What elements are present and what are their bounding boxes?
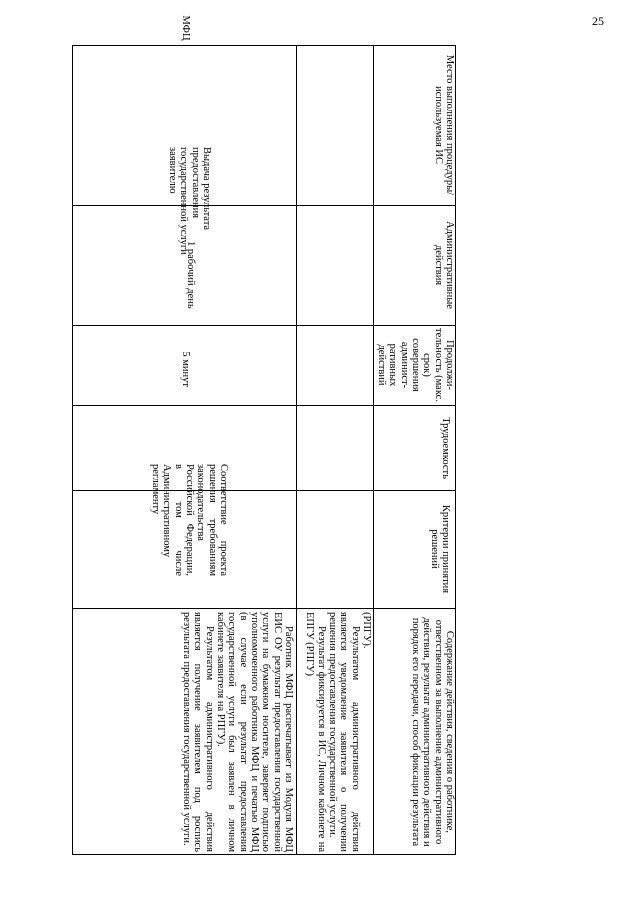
header-labor: Трудоемкость	[439, 416, 451, 479]
header-actions-cell	[373, 205, 456, 325]
header-criteria: Критерии принятия решений	[428, 504, 451, 594]
row2-content-cell	[72, 608, 296, 855]
row1-content-p1: (РПГУ).	[360, 611, 372, 649]
row2-criteria-cell	[72, 464, 296, 608]
header-duration: Продолжи-тельность (макс. срок) совершения админист-ративных действий	[375, 328, 455, 402]
header-criteria-cell	[373, 490, 456, 608]
row2-content-p2: Результатом административного действия является получение заявителем под роспись результата предоставления государственной услуги.	[181, 611, 215, 852]
row2-duration: 1 рабочий день	[185, 241, 196, 309]
header-actions: Административные действия	[432, 221, 455, 309]
row1-content-cell	[296, 608, 373, 855]
row2-criteria: Соответствие проекта решения требованиям законодательства Российской Федерации, в том числе Административному регламенту	[150, 464, 229, 576]
page-number: 25	[592, 14, 604, 28]
row1-content-p3: Результат фиксируется в ИС, Личном кабинете на ЕПГУ (РПГУ)	[303, 611, 327, 852]
header-content-cell	[373, 608, 456, 855]
header-place: Место выполнения процедуры/используемая ИС	[432, 54, 455, 196]
row2-place: МФЦ	[180, 15, 191, 41]
row2-content-p1: Работник МФЦ распечатывает из Модуля МФЦ ЕИС ОУ результат предоставления государственной услуги на бумажном носителе, заверяет подписью уполномоченного работника МФЦ и печатью МФЦ (в случае если результат предоставления государственной услуги был заявлен в личном кабинете заявителя на РПГУ).	[215, 611, 294, 852]
header-labor-cell	[373, 405, 456, 490]
row2-content	[74, 612, 294, 852]
row1-content	[298, 612, 372, 852]
header-content: Содержание действия, сведения о работнике, ответственном за выполнение административного действия, результат административного действия и порядок его передачи, способ фиксации результата	[409, 616, 455, 847]
row1-content-p2: Результатом административного действия является уведомление заявителя о получении решения предоставления государственной услуги.	[326, 611, 361, 852]
row2-labor: 5 минут	[180, 350, 191, 387]
header-place-cell	[373, 45, 456, 205]
header-duration-cell	[373, 325, 456, 405]
row2-actions: Выдача результата предоставления государственной услуги заявителю	[167, 147, 212, 255]
